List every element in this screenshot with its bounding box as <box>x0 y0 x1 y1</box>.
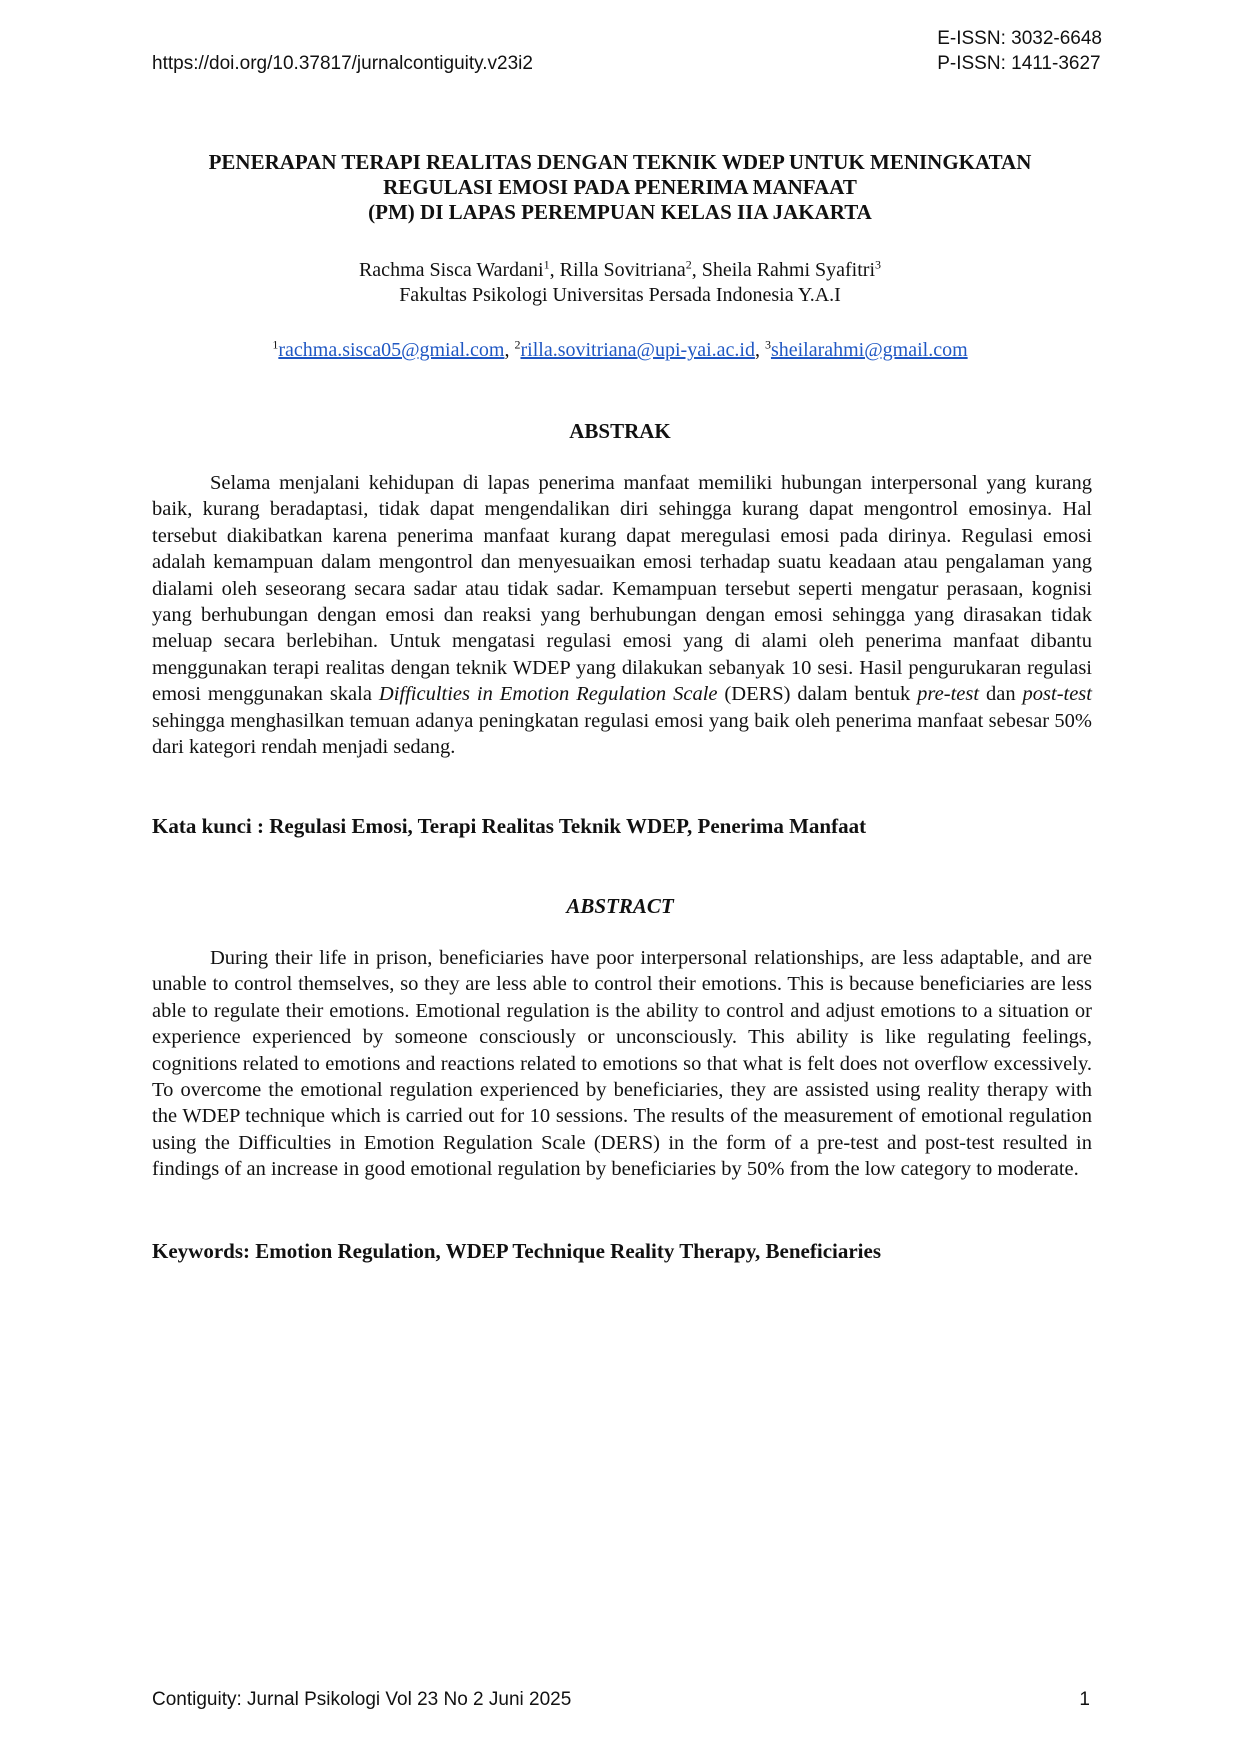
abstrak-heading: ABSTRAK <box>569 419 671 443</box>
author-3: Sheila Rahmi Syafitri <box>701 259 876 281</box>
title-line-1: PENERAPAN TERAPI REALITAS DENGAN TEKNIK WDEP UNTUK MENINGKATAN <box>208 150 1032 174</box>
author-2: Rilla Sovitriana <box>559 259 686 281</box>
abstrak-text-part: (DERS) dalam bentuk <box>717 683 918 706</box>
abstract-text: During their life in prison, beneficiaries have poor interpersonal relationships, are less adaptable, and are unable to control themselves, so they are less able to control their emotions. This is because beneficiaries are less able to regulate their emotions. Emotional regulation is the ability to control and adjust emotions to a situation or experience experienced by someone consciously or unconsciously. This ability is like regulating feelings, cognitions related to emotions and reactions related to emotions so that what is felt does not overflow excessively. To overcome the emotional regulation experienced by beneficiaries, they are assisted using reality therapy with the WDEP technique which is carried out for 10 sessions. The results of the measurement of emotional regulation using the Difficulties in Emotion Regulation Scale (DERS) in the form of a pre-test and post-test resulted in findings of an increase in good emotional regulation by beneficiaries by 50% from the low category to moderate. <box>152 947 1092 1181</box>
abstract-heading: ABSTRACT <box>566 894 674 918</box>
abstrak-text-italic: pre-test <box>917 683 980 706</box>
author-separator: , <box>549 259 560 281</box>
title-line-3: (PM) DI LAPAS PEREMPUAN KELAS IIA JAKARTA <box>368 200 872 224</box>
eissn: E-ISSN: 3032-6648 <box>937 28 1102 49</box>
abstrak-text-italic: Difficulties in Emotion Regulation Scale <box>378 683 718 706</box>
paper-title <box>150 150 1090 225</box>
author-block <box>150 258 1090 308</box>
email-3-link[interactable]: sheilarahmi@gmail.com <box>770 339 968 361</box>
email-1-mark: 1 <box>272 337 279 352</box>
keywords: Keywords: Emotion Regulation, WDEP Technique Reality Therapy, Beneficiaries <box>152 1239 882 1263</box>
footer-journal: Contiguity: Jurnal Psikologi Vol 23 No 2 Juni 2025 <box>152 1689 572 1710</box>
author-1: Rachma Sisca Wardani <box>358 259 544 281</box>
abstrak-text-italic: post-test <box>1022 683 1092 706</box>
doi-link[interactable]: https://doi.org/10.37817/jurnalcontiguity.v23i2 <box>152 53 533 74</box>
title-line-2: REGULASI EMOSI PADA PENERIMA MANFAAT <box>383 175 857 199</box>
author-2-mark: 2 <box>685 257 692 272</box>
issn-block <box>937 26 1102 76</box>
author-3-mark: 3 <box>875 257 882 272</box>
email-separator: , <box>754 339 765 361</box>
kata-kunci: Kata kunci : Regulasi Emosi, Terapi Realitas Teknik WDEP, Penerima Manfaat <box>152 814 867 838</box>
email-separator: , <box>504 339 515 361</box>
email-list <box>150 338 1090 363</box>
abstrak-text <box>152 470 1092 760</box>
email-3-mark: 3 <box>764 337 771 352</box>
abstrak-text-part: dan <box>979 683 1023 706</box>
pissn: P-ISSN: 1411-3627 <box>937 53 1101 74</box>
email-1-link[interactable]: rachma.sisca05@gmial.com <box>278 339 505 361</box>
page-number: 1 <box>1079 1689 1090 1710</box>
affiliation: Fakultas Psikologi Universitas Persada Indonesia Y.A.I <box>399 284 841 306</box>
author-separator: , <box>691 259 702 281</box>
author-list <box>150 258 1090 283</box>
author-1-mark: 1 <box>543 257 550 272</box>
abstrak-text-part: sehingga menghasilkan temuan adanya peningkatan regulasi emosi yang baik oleh penerima manfaat sebesar 50% dari kategori rendah menjadi sedang. <box>152 709 1092 759</box>
email-2-link[interactable]: rilla.sovitriana@upi-yai.ac.id <box>520 339 755 361</box>
abstrak-text-part: Selama menjalani kehidupan di lapas penerima manfaat memiliki hubungan interpersonal yang kurang baik, kurang beradaptasi, tidak dapat mengendalikan diri sehingga kurang dapat mengontrol emosinya. Hal tersebut diakibatkan karena penerima manfaat kurang dapat meregulasi emosi pada dirinya. Regulasi emosi adalah kemampuan dalam mengontrol dan menyesuaikan emosi terhadap suatu keadaan atau pengalaman yang dialami oleh seseorang secara sadar atau tidak sadar. Kemampuan tersebut seperti mengatur perasaan, kognisi yang berhubungan dengan emosi dan reaksi yang berhubungan dengan emosi sehingga yang dirasakan tidak meluap secara berlebihan. Untuk mengatasi regulasi emosi yang di alami oleh penerima manfaat dibantu menggunakan terapi realitas dengan teknik WDEP yang dilakukan sebanyak 10 sesi. Hasil pengurukaran regulasi emosi menggunakan skala <box>152 472 1092 706</box>
email-2-mark: 2 <box>514 337 521 352</box>
